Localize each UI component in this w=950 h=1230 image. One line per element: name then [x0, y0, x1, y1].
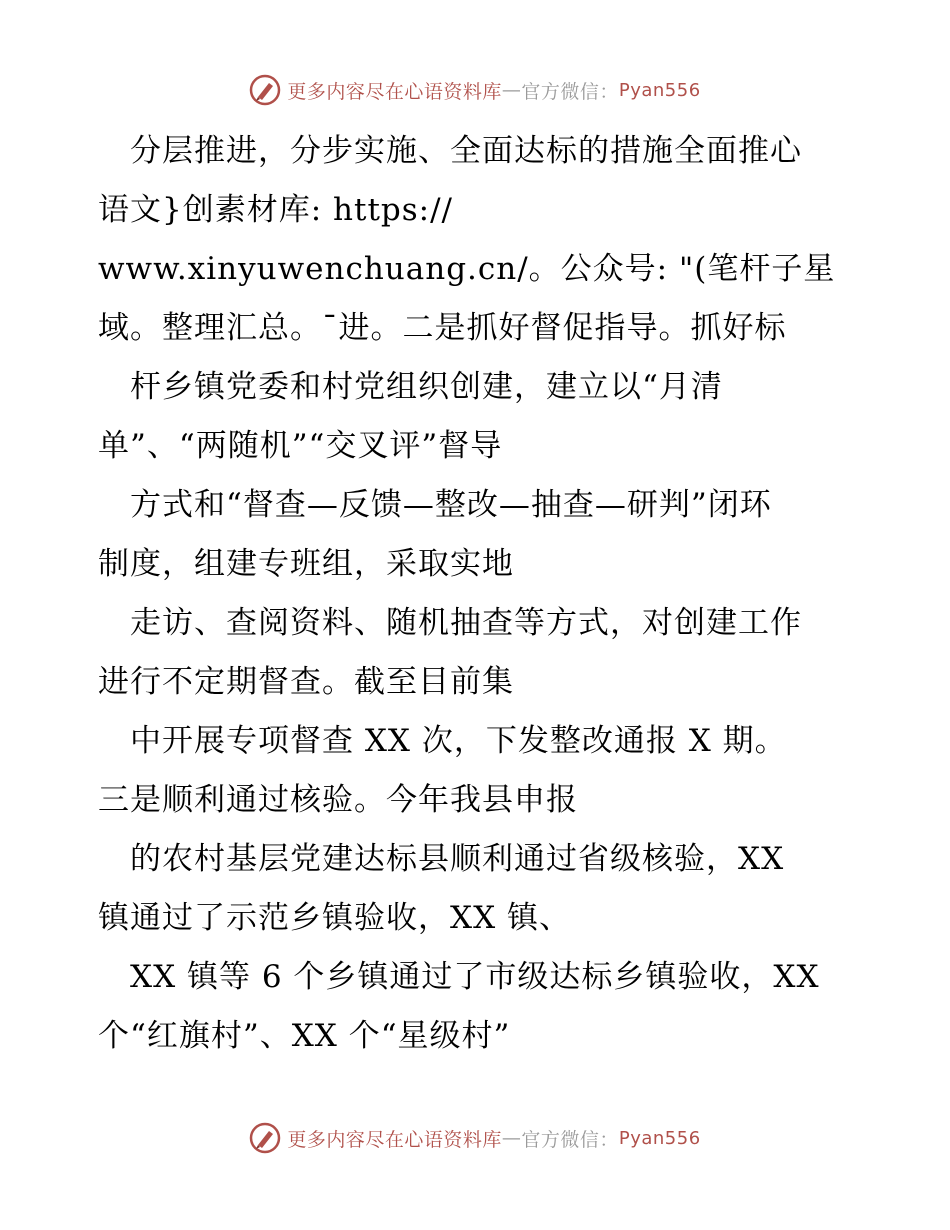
text-line: 进行不定期督查。截至目前集: [98, 664, 514, 700]
footer-brand-text: 更多内容尽在心语资料库: [287, 1128, 502, 1151]
header-wechat-label: 官方微信：: [521, 80, 619, 103]
text-line: www.xinyuwenchuang.cn/。公众号: "(笔杆子星: [98, 251, 836, 287]
text-line: 镇通过了示范乡镇验收，XX 镇、: [98, 900, 571, 936]
text-line: 方式和“督查—反馈—整改—抽查—研判”闭环: [98, 487, 772, 523]
footer-separator: —: [501, 1127, 522, 1149]
footer-wechat-handle: Pyan556: [618, 1127, 701, 1149]
text-line: 三是顺利通过核验。今年我县申报: [98, 782, 578, 818]
text-line: 制度，组建专班组，采取实地: [98, 546, 514, 582]
pen-logo-icon: [249, 1122, 281, 1154]
text-line: 个“红旗村”、XX 个“星级村”: [98, 1018, 511, 1054]
pen-logo-icon: [249, 74, 281, 106]
text-line: 的农村基层党建达标县顺利通过省级核验，XX: [98, 841, 785, 877]
text-line: XX 镇等 6 个乡镇通过了市级达标乡镇验收，XX: [98, 959, 820, 995]
footer-brand: [249, 1122, 700, 1154]
document-body: [98, 122, 858, 1066]
header-brand: [249, 74, 700, 106]
header-wechat-handle: Pyan556: [618, 79, 701, 101]
text-line: 杆乡镇党委和村党组织创建，建立以“月清: [98, 369, 723, 405]
page-footer: [0, 1118, 950, 1158]
text-line: 走访、查阅资料、随机抽查等方式，对创建工作: [98, 605, 802, 641]
footer-wechat-label: 官方微信：: [521, 1128, 619, 1151]
text-line: 中开展专项督查 XX 次，下发整改通报 X 期。: [98, 723, 787, 759]
text-line: 域。整理汇总。¯进。二是抓好督促指导。抓好标: [98, 310, 787, 346]
page-header: [0, 70, 950, 110]
header-brand-text: 更多内容尽在心语资料库: [287, 80, 502, 103]
text-line: 分层推进，分步实施、全面达标的措施全面推心: [98, 133, 802, 169]
header-separator: —: [501, 79, 522, 101]
text-line: 单”、“两随机”“交叉评”督导: [98, 428, 503, 464]
text-line: 语文}创素材库: https://: [98, 192, 453, 228]
